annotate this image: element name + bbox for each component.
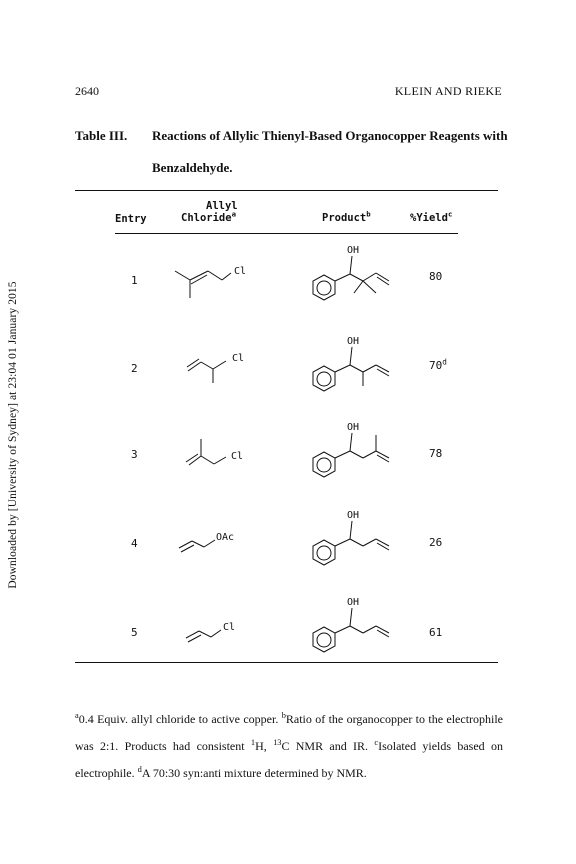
column-header-product-text: Product: [322, 212, 367, 224]
entry-2: 2: [131, 362, 138, 375]
entry-3: 3: [131, 448, 138, 461]
table-footnotes: [75, 706, 503, 787]
yield-4: [429, 536, 442, 549]
page-number: 2640: [75, 84, 99, 98]
yield-2: [429, 359, 447, 372]
nmr-h-text: H,: [255, 739, 267, 753]
running-head: KLEIN AND RIEKE: [394, 84, 502, 98]
product-structure-1: [306, 241, 406, 306]
product-structure-5: [306, 593, 406, 658]
product-oh-label-3: OH: [347, 422, 360, 433]
allyl-ester-structure-4: [176, 528, 256, 558]
product-structure-2: [306, 332, 406, 397]
table-title-continued: Benzaldehyde.: [152, 160, 233, 175]
footnote-a-mark: a: [75, 711, 79, 720]
leaving-group-label-2: Cl: [232, 353, 245, 364]
footnote-c-text: Isolated yields based on electrophile.: [75, 739, 503, 780]
footnote-c-mark: c: [374, 738, 379, 747]
column-header-product: [322, 209, 371, 224]
table-top-rule: [75, 190, 498, 191]
table-header-rule: [115, 233, 458, 234]
footnote-mark-a: a: [231, 209, 236, 219]
product-oh-label-5: OH: [347, 597, 360, 608]
table-bottom-rule: [75, 662, 498, 663]
footnote-mark-b: b: [366, 209, 371, 219]
allyl-chloride-structure-3: [183, 437, 253, 477]
yield-2-value: 70: [429, 359, 443, 372]
yield-5-value: 61: [429, 626, 443, 639]
allyl-chloride-structure-2: [183, 349, 253, 389]
footnote-d-mark: d: [137, 765, 142, 774]
product-structure-4: [306, 506, 406, 571]
nmr-c13-superscript: 13: [273, 738, 282, 747]
product-oh-label-4: OH: [347, 510, 360, 521]
yield-1-value: 80: [429, 270, 443, 283]
leaving-group-label-5: Cl: [223, 622, 236, 633]
column-header-chloride: [181, 209, 236, 224]
column-header-yield-text: %Yield: [410, 212, 448, 224]
download-watermark: [4, 250, 22, 620]
nmr-c13-text: C NMR and IR.: [281, 739, 369, 753]
column-header-allyl: Allyl: [206, 200, 238, 212]
table-label: Table III.: [75, 128, 128, 143]
yield-2-mark: d: [442, 357, 447, 367]
nmr-h-superscript: 1: [250, 738, 256, 747]
yield-3: [429, 447, 442, 460]
yield-1: [429, 270, 442, 283]
footnote-d-text: A 70:30 syn:anti mixture determined by NMR.: [141, 766, 367, 780]
footnote-mark-c: c: [447, 209, 453, 219]
column-header-yield: [410, 209, 453, 224]
entry-5: 5: [131, 626, 138, 639]
footnote-b-text: Ratio of the organocopper to the electrophile was 2:1. Products had consistent: [75, 712, 504, 753]
allyl-chloride-structure-1: [170, 258, 250, 308]
column-header-chloride-text: Chloride: [181, 212, 232, 224]
yield-4-value: 26: [429, 536, 443, 549]
allyl-chloride-structure-5: [183, 616, 253, 646]
table-title: Reactions of Allylic Thienyl-Based Organocopper Reagents with: [152, 128, 508, 143]
download-watermark-text: Downloaded by [University of Sydney] at 23:04 01 January 2015: [7, 281, 19, 589]
yield-5: [429, 626, 442, 639]
leaving-group-label-3: Cl: [231, 451, 244, 462]
entry-1: 1: [131, 274, 138, 287]
entry-4: 4: [131, 537, 138, 550]
leaving-group-label-4: OAc: [216, 532, 235, 543]
column-header-entry: Entry: [115, 213, 147, 225]
footnote-b-mark: b: [281, 711, 286, 720]
leaving-group-label-1: Cl: [234, 266, 247, 277]
product-oh-label-1: OH: [347, 245, 360, 256]
yield-3-value: 78: [429, 447, 443, 460]
product-oh-label-2: OH: [347, 336, 360, 347]
product-structure-3: [306, 418, 406, 483]
footnote-a-text: 0.4 Equiv. allyl chloride to active copper.: [78, 712, 279, 726]
